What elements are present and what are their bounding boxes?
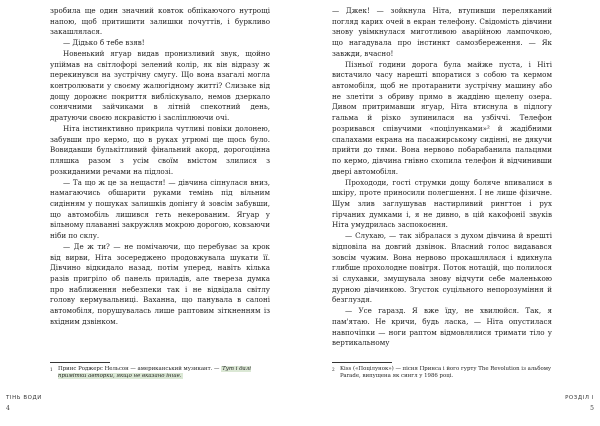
dialog-tail: — не помічаючи, що перебуває за крок від вирви, Ніта зосереджено продовжувала шукати її. Дівчино відкидало назад, потім уперед, навіть кілька разів пригріло об панель приладів, але твереза думка про наближення небезпеки так і не відвідала світлу голову кермувальниці. Ваханна, що панувала в салоні автомобіля, порушувалась лише раптовим зіткненням із вхідним дзвінком. bbox=[50, 241, 270, 326]
dialog-phrase: — Та що ж це за нещастя! bbox=[63, 177, 166, 187]
paragraph: Ніта інстинктивно прикрила чутливі повіки долонею, забувши про кермо, що в руках угрюмі ще щось було. Вовидавши булькітливий фінальний акорд, дорогоцінна пляшка разом з усім своїм вмістом злилися з розкиданими речами на підлозі. bbox=[50, 123, 270, 176]
paragraph: Прохододи, гості струмки дощу боляче впивалися в шкіру, проте приносили полегшення. І не лише фізичне. Шум злив заглушував настирливий рингтон і рух гірчаних думками і, я не дивно, в цій какофонії звуків Ніта умудрилась заспокоєння. bbox=[332, 177, 552, 230]
footnote: 1 Принс Роджерс Нельсон — американський музикант. — Тут і далі примітки авторки, якщо не вказано інше. bbox=[50, 366, 251, 380]
dialog-tail: — дівчина сіпнулася вниз, намагаючись обшарити руками темінь під вільним сидінням у пошуках залишків допінгу й зовсім забувши, що автомобіль лишився геть некерованим. Ягуар у вільному плаванні закружляв мокрою дорогою, ковзаючи ніби по склу. bbox=[50, 177, 270, 241]
footnote-highlight: Тут і далі примітки авторки, якщо не вказано інше. bbox=[58, 366, 251, 380]
footnote-rule bbox=[332, 362, 392, 363]
page-number: 5 bbox=[590, 405, 594, 412]
paragraph bbox=[50, 178, 270, 242]
footnote-rule bbox=[50, 362, 110, 363]
footnote bbox=[332, 366, 552, 381]
paragraph bbox=[50, 242, 270, 328]
paragraph: зробила ще один значний ковток обпікаючого нутрощі напою, щоб притишити залишки почуттів, і буркливо закашлялася. bbox=[50, 6, 270, 37]
right-page bbox=[300, 0, 600, 426]
paragraph: Новенький ягуар видав пронизливий звук, щойно упіймав на світлофорі зелений колір, як він відразу ж перекинувся на зустрічну смугу. Що вона взагалі могла контролювати у своєму жалюгідному житті? Слизьке від дощу дорожнє покриття вибліскувало, немов дзеркало сонячними зайчиками в літній спекотний день, дратуючи своєю яскравістю і засліплюючи очі. bbox=[50, 48, 270, 123]
footnote-number: 2 bbox=[332, 367, 335, 372]
footnote-number: 1 bbox=[50, 367, 53, 372]
left-page-text bbox=[50, 6, 270, 328]
right-page-text bbox=[332, 6, 552, 349]
paragraph: — Джек! — зойкнула Ніта, втупивши переляканий погляд карих очей в екран телефону. Свідомість дівчини знову увімкнулася миготливою аварійною лампочкою, що нагадувала про інстинкт самозбереження. — Як завжди, вчасно! bbox=[332, 6, 552, 58]
running-head: РОЗДІЛ І bbox=[565, 395, 594, 401]
page-number: 4 bbox=[6, 405, 10, 412]
paragraph: — Усе гаразд. Я вже їду, не хвилюйся. Так, я пам'ятаю. Не кричи, будь ласка, — Ніта опустилася навпочіпки — ноги раптом відмовлялися тримати тіло у вертикальному bbox=[332, 306, 552, 348]
footnote-text: Kiss («Поцілунок») — пісня Принса і його гурту The Revolution із альбому Parade, випущена як сингл у 1986 році. bbox=[340, 366, 552, 380]
paragraph: — Слухаю, — так зібралася з духом дівчина й врешті відповіла на довгий дзвінок. Власний голос видавався зовсім чужим. Вона нервово прокашлялася і вдихнула глибше прохолодне повітря. Поток нотацій, що полилося зі слухавки, змушувала знову відчути себе маленькою дурною дівчинкою. Згусток суцільного непорозуміння й безглуздя. bbox=[332, 231, 552, 305]
paragraph: — Дідько б тебе взяв! bbox=[63, 38, 145, 48]
running-head: ТІНЬ ВОДИ bbox=[6, 395, 42, 401]
dialog-phrase: — Де ж ти? bbox=[63, 241, 110, 251]
footnote-text: Принс Роджерс Нельсон — американський музикант. bbox=[58, 366, 213, 372]
paragraph: Пізньої години дорога була майже пуста, і Ніті вистачило часу нарешті впоратися з собою та кермом автомобіля, щоб не протаранити зустрічну машину або не злетіти з обриву прямо в жаддіню щелепу озера. Дивом притримавши ягуар, Ніта втиснула в підлогу гальма й різко зупинилася на узбіччі. Телефон розривався співучими «поцілунками»² й жадібними спалахами екрана на пасажирському сидінні, не дякучи прийти до тями. Вона нервово побарабанила пальцями по кермо, дівчина гнівно схопила телефон й відчинивши двері автомобіля. bbox=[332, 59, 552, 176]
